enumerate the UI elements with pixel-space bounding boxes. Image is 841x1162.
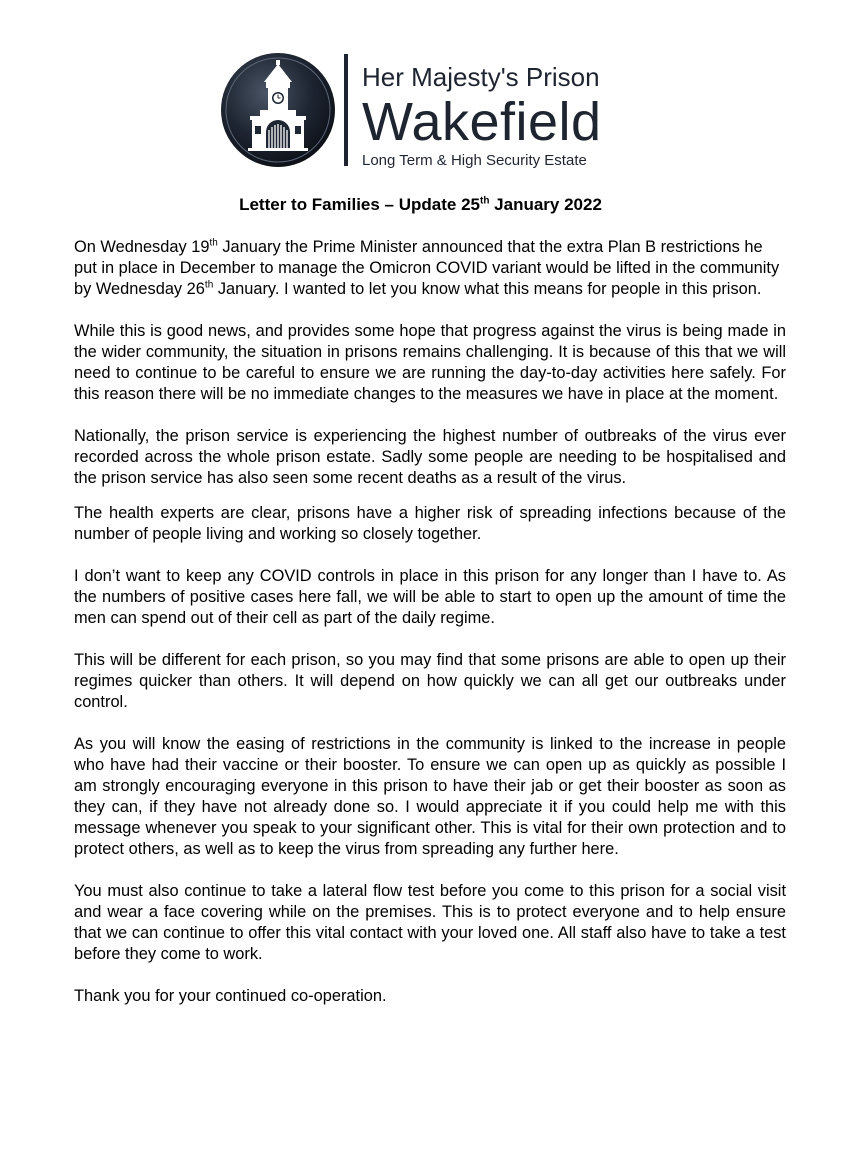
title-suffix: January 2022 bbox=[489, 195, 602, 214]
header-divider bbox=[344, 54, 348, 166]
p1-part-b: January the Prime Minister announced that the extra Plan B restrictions he put in place in December to manage the Omicron COVID variant would be lifted in the community by Wednesday 26 bbox=[74, 238, 780, 298]
paragraph-1 bbox=[74, 237, 786, 300]
title-sup: th bbox=[479, 195, 490, 207]
p1-part-c: January. I wanted to let you know what this means for people in this prison. bbox=[213, 280, 762, 298]
paragraph-5: I don’t want to keep any COVID controls in place in this prison for any longer than I have to. As the numbers of positive cases here fall, we will be able to start to open up the amount of time the men can spend out of their cell as part of the daily regime. bbox=[74, 567, 786, 627]
brand-block bbox=[362, 62, 602, 170]
title-prefix: Letter to Families – Update 25 bbox=[239, 195, 480, 214]
brand-line-estate: Long Term & High Security Estate bbox=[362, 152, 587, 169]
p1-sup-2: th bbox=[204, 279, 214, 291]
paragraph-4: The health experts are clear, prisons have a higher risk of spreading infections because of the number of people living and working so closely together. bbox=[74, 504, 786, 543]
paragraph-3: Nationally, the prison service is experiencing the highest number of outbreaks of the virus ever recorded across the whole prison estate. Sadly some people are needing to be hospitalised and the prison service has also seen some recent deaths as a result of the virus. bbox=[74, 427, 786, 487]
paragraph-9: Thank you for your continued co-operation. bbox=[74, 987, 387, 1005]
paragraph-7: As you will know the easing of restrictions in the community is linked to the increase in people who have had their vaccine or their booster. To ensure we can open up as quickly as possible I am strongly encouraging everyone in this prison to have their jab or get their booster as soon as they can, if they have not already done so. I would appreciate it if you could help me with this message whenever you speak to your significant other. This is vital for their own protection and to protect others, as well as to keep the virus from spreading any further here. bbox=[74, 735, 786, 858]
clock-tower-logo-icon bbox=[220, 52, 336, 168]
letter-body bbox=[74, 237, 786, 1007]
letter-title bbox=[0, 193, 841, 217]
letterhead bbox=[0, 0, 841, 175]
paragraph-8: You must also continue to take a lateral flow test before you come to this prison for a social visit and wear a face covering while on the premises. This is to protect everyone and to help ensure that we can continue to offer this vital contact with your loved one. All staff also have to take a test before they come to work. bbox=[74, 882, 786, 963]
paragraph-2: While this is good news, and provides some hope that progress against the virus is being made in the wider community, the situation in prisons remains challenging. It is because of this that we will need to continue to be careful to ensure we are running the day-to-day activities here safely. For this reason there will be no immediate changes to the measures we have in place at the moment. bbox=[74, 322, 786, 403]
p1-part-a: On Wednesday 19 bbox=[74, 238, 210, 256]
paragraph-6: This will be different for each prison, so you may find that some prisons are able to open up their regimes quicker than others. It will depend on how quickly we can all get our outbreaks under control. bbox=[74, 651, 786, 711]
p1-sup-1: th bbox=[209, 237, 218, 249]
brand-line-wakefield: Wakefield bbox=[362, 92, 602, 152]
brand-line-prison: Her Majesty's Prison bbox=[362, 62, 600, 92]
